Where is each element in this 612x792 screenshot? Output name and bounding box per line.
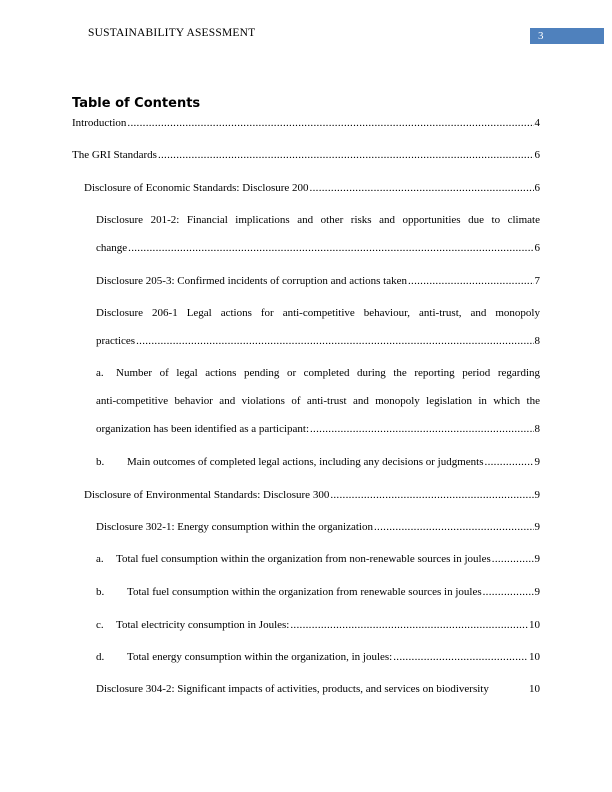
- toc-page-number: 10: [529, 651, 540, 663]
- leader-dots: [492, 551, 534, 567]
- leader-dots: [330, 487, 533, 503]
- leader-dots: [128, 240, 533, 256]
- leader-dots: [310, 180, 534, 196]
- leader-dots: [310, 421, 534, 437]
- leader-dots: [136, 333, 533, 349]
- toc-entry-201-2[interactable]: [96, 240, 540, 256]
- leader-dots: [158, 147, 534, 163]
- toc-entry-206-1[interactable]: [96, 333, 540, 349]
- list-label: c.: [96, 619, 104, 631]
- leader-dots: [485, 454, 534, 470]
- list-label: a.: [96, 367, 104, 379]
- toc-entry-201-2-line1[interactable]: Disclosure 201-2: Financial implications and other risks and opportunities due to climate: [96, 214, 540, 226]
- toc-entry-302-1-b[interactable]: [96, 584, 540, 600]
- toc-entry-text: Number of legal actions pending or completed during the reporting period regarding: [116, 367, 540, 379]
- toc-page-number: 9: [534, 521, 540, 533]
- toc-entry-text: Total fuel consumption within the organization from renewable sources in joules: [127, 586, 482, 598]
- toc-entry-text: Disclosure 302-1: Energy consumption within the organization: [96, 521, 373, 533]
- toc-entry-text: Disclosure of Economic Standards: Disclosure 200: [84, 182, 309, 194]
- toc-entry-text: organization has been identified as a participant:: [96, 423, 309, 435]
- toc-entry-206-1-line1[interactable]: Disclosure 206-1 Legal actions for anti-competitive behaviour, anti-trust, and monopoly: [96, 307, 540, 319]
- toc-entry-text: Disclosure 304-2: Significant impacts of activities, products, and services on biodiversity: [96, 683, 489, 695]
- toc-entry-text: Total fuel consumption within the organization from non-renewable sources in joules: [116, 553, 491, 565]
- toc-page-number: 10: [529, 619, 540, 631]
- toc-page-number: 8: [534, 423, 540, 435]
- toc-entry-206-1-a-line2[interactable]: anti-competitive behavior and violations of anti-trust and monopoly legislation in which the: [96, 395, 540, 407]
- toc-entry-302-1-c[interactable]: [96, 617, 540, 633]
- toc-page-number: 6: [534, 149, 540, 161]
- toc-entry-304-2[interactable]: [96, 681, 540, 697]
- toc-page-number: 10: [529, 683, 540, 695]
- leader-dots: [374, 519, 534, 535]
- leader-dots: [483, 584, 534, 600]
- toc-entry-text: Disclosure 205-3: Confirmed incidents of corruption and actions taken: [96, 275, 407, 287]
- toc-entry-text: Total electricity consumption in Joules:: [116, 619, 290, 631]
- toc-page-number: 9: [534, 586, 540, 598]
- leader-dots: [408, 273, 534, 289]
- toc-entry-text: change: [96, 242, 128, 254]
- toc-entry-introduction[interactable]: [72, 115, 540, 131]
- page-number-box: 3: [530, 28, 604, 44]
- toc-entry-206-1-a[interactable]: [96, 421, 540, 437]
- toc-entry-206-1-a-line1[interactable]: [96, 365, 540, 381]
- toc-entry-gri-standards[interactable]: [72, 147, 540, 163]
- list-label: a.: [96, 553, 104, 565]
- toc-title: Table of Contents: [72, 96, 201, 111]
- toc-entry-text: practices: [96, 335, 136, 347]
- leader-dots: [290, 617, 528, 633]
- leader-dots: [393, 649, 528, 665]
- toc-entry-206-1-b[interactable]: [96, 454, 540, 470]
- running-head: SUSTAINABILITY ASESSMENT: [88, 27, 256, 39]
- toc-entry-environmental-standards[interactable]: [84, 487, 540, 503]
- toc-entry-302-1-a[interactable]: [96, 551, 540, 567]
- toc-entry-text: The GRI Standards: [72, 149, 157, 161]
- toc-page-number: 8: [534, 335, 540, 347]
- toc-entry-302-1[interactable]: [96, 519, 540, 535]
- toc-page-number: 6: [534, 182, 540, 194]
- toc-page-number: 4: [534, 117, 540, 129]
- toc-page-number: 7: [534, 275, 540, 287]
- toc-entry-302-1-d[interactable]: [96, 649, 540, 665]
- leader-dots: [127, 115, 533, 131]
- toc-entry-205-3[interactable]: [96, 273, 540, 289]
- toc-page-number: 9: [534, 489, 540, 501]
- list-label: b.: [96, 456, 105, 468]
- toc-entry-text: Disclosure of Environmental Standards: Disclosure 300: [84, 489, 330, 501]
- toc-entry-text: Total energy consumption within the organization, in joules:: [127, 651, 393, 663]
- toc-entry-text: Introduction: [72, 117, 127, 129]
- list-label: b.: [96, 586, 105, 598]
- toc-entry-text: Main outcomes of completed legal actions, including any decisions or judgments: [127, 456, 484, 468]
- toc-page-number: 6: [534, 242, 540, 254]
- toc-page-number: 9: [534, 456, 540, 468]
- list-label: d.: [96, 651, 105, 663]
- toc-entry-economic-standards[interactable]: [84, 180, 540, 196]
- toc-page-number: 9: [534, 553, 540, 565]
